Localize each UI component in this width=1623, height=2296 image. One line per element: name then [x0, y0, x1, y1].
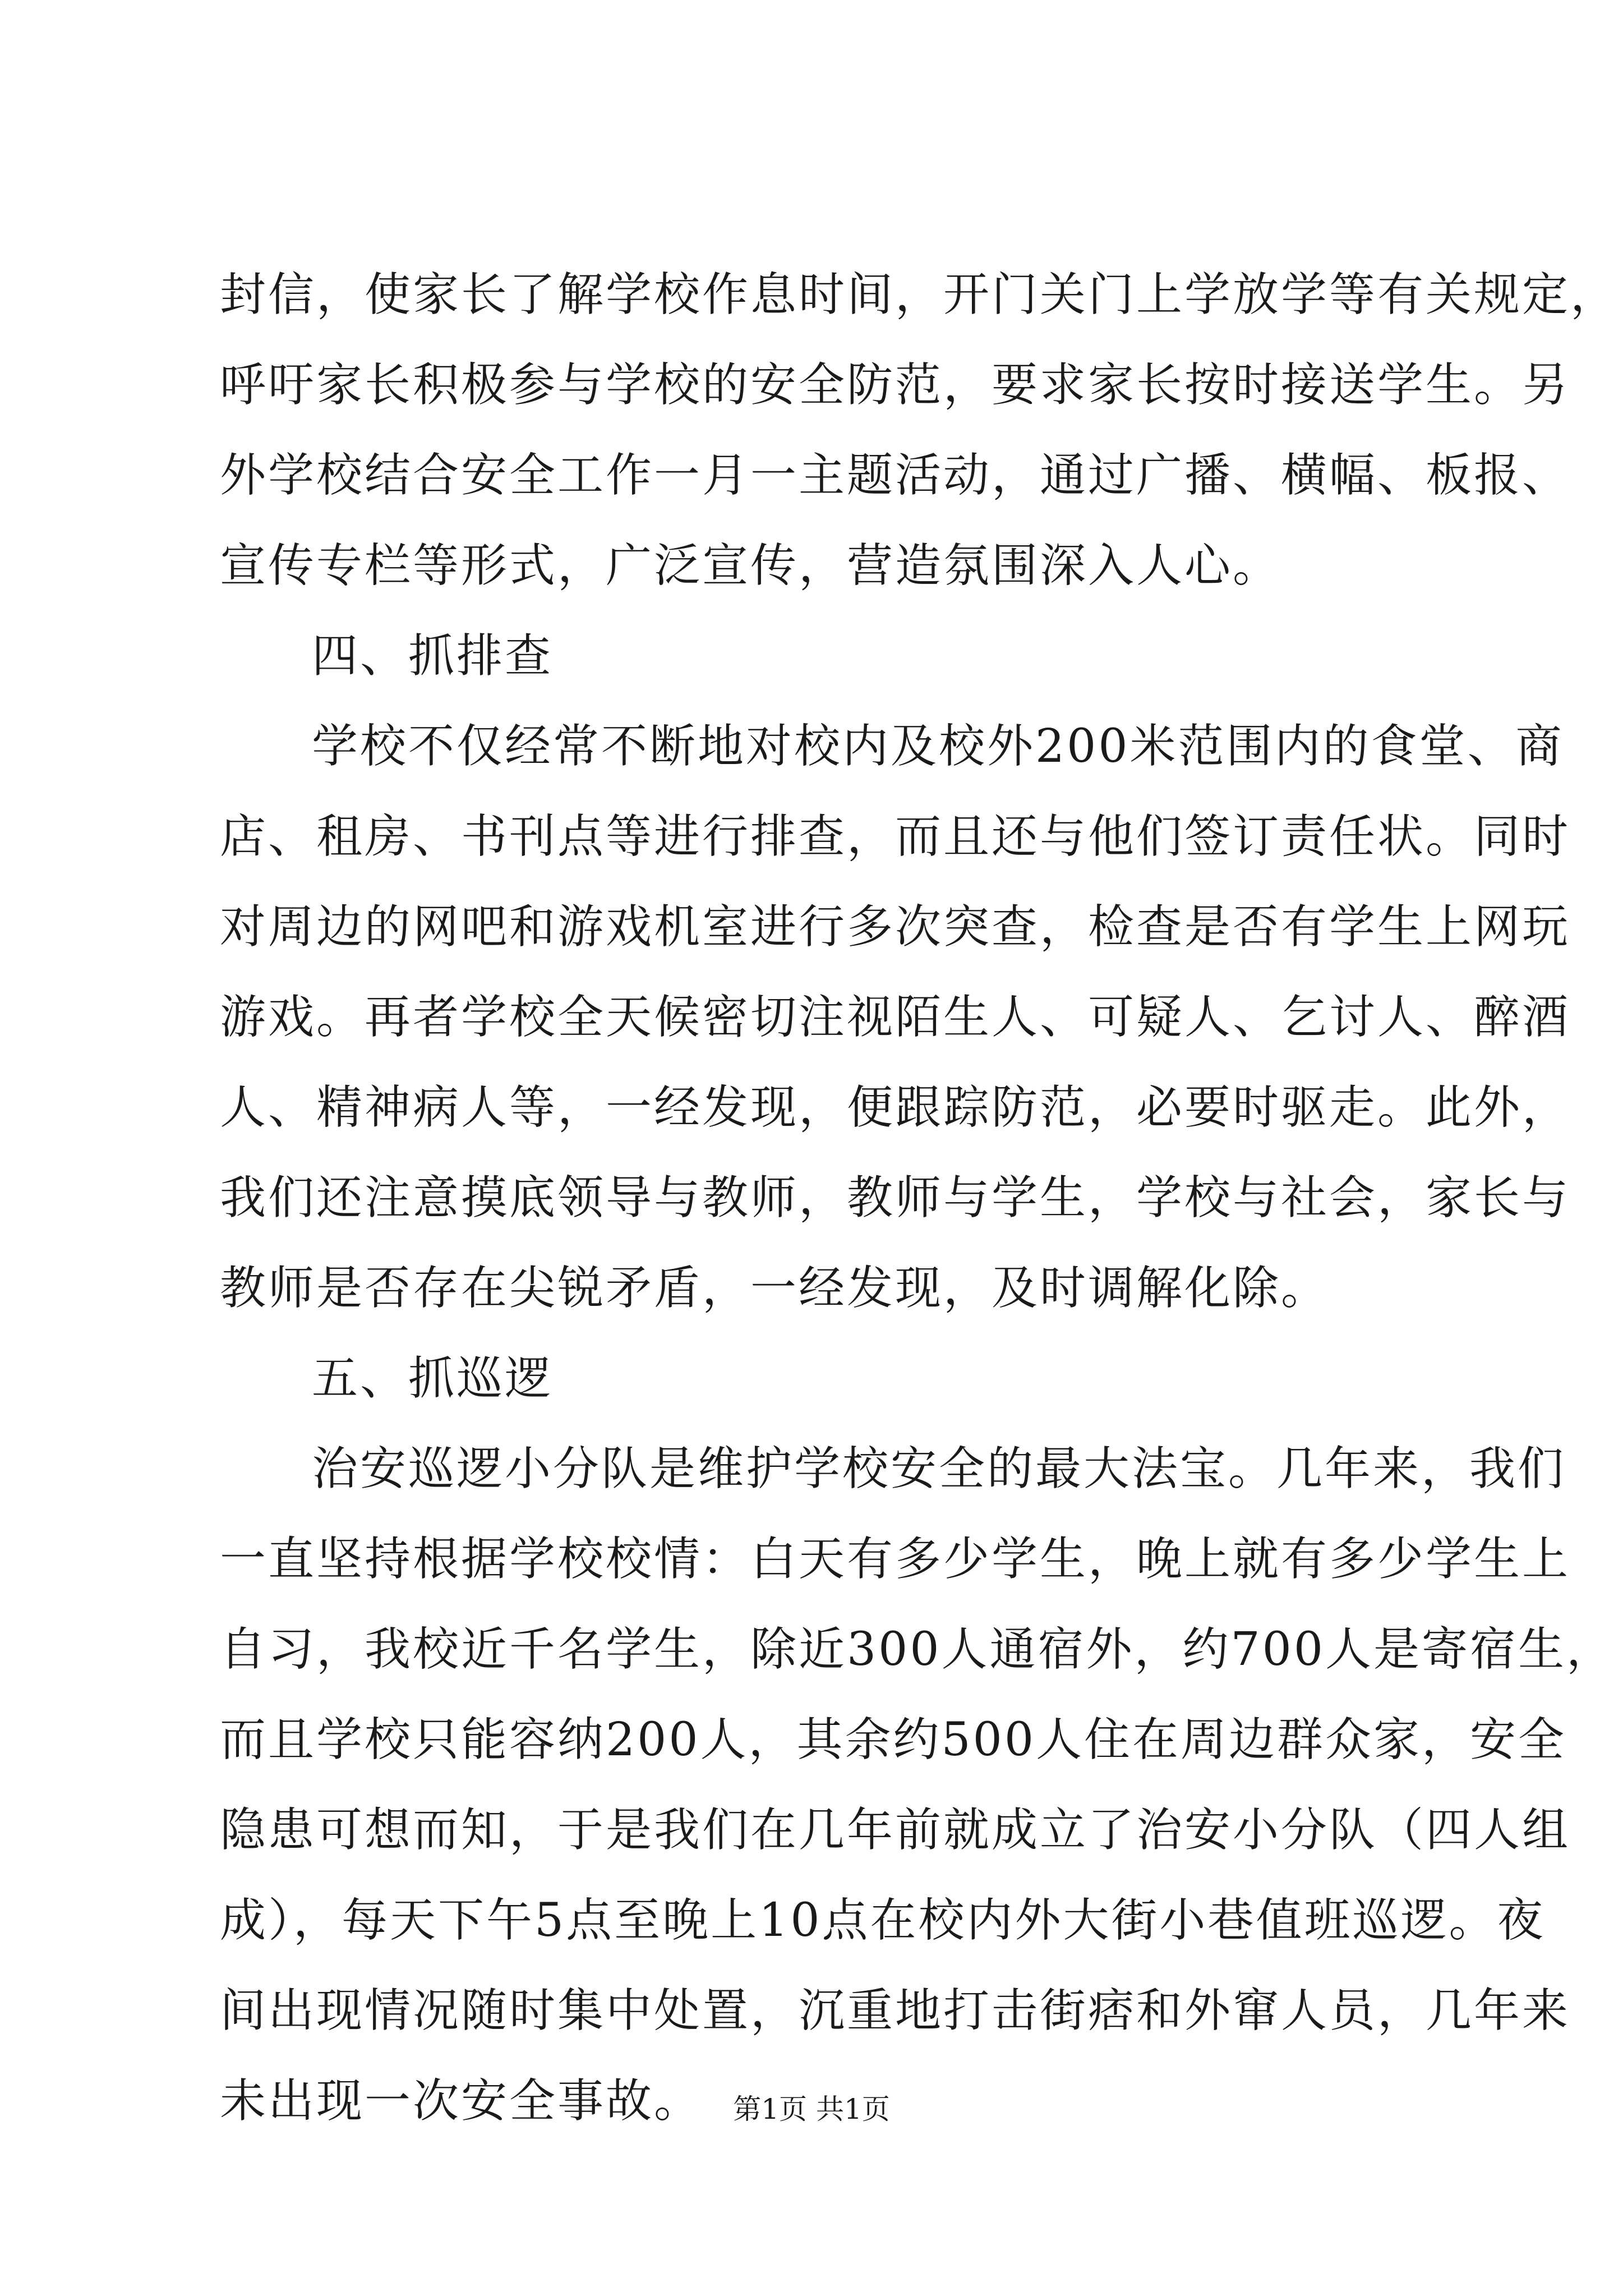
section-heading: 五、抓巡逻 [312, 1352, 554, 1405]
body-line: 宣传专栏等形式，广泛宣传，营造氛围深入人心。 [220, 539, 1281, 592]
body-line: 自习，我校近千名学生，除近300人通宿外，约700人是寄宿生， [220, 1623, 1615, 1676]
document-body [220, 250, 1619, 2146]
body-line: 一直坚持根据学校校情：白天有多少学生，晚上就有多少学生上 [220, 1533, 1571, 1586]
body-line: 对周边的网吧和游戏机室进行多次突查，检查是否有学生上网玩 [220, 900, 1571, 954]
section-heading: 四、抓排查 [312, 629, 554, 683]
body-line: 我们还注意摸底领导与教师，教师与学生，学校与社会，家长与 [220, 1171, 1571, 1225]
body-line: 教师是否存在尖锐矛盾，一经发现，及时调解化除。 [220, 1262, 1330, 1315]
page-footer [0, 2090, 1623, 2129]
body-line: 间出现情况随时集中处置，沉重地打击街痞和外窜人员，几年来 [220, 1984, 1571, 2037]
body-line: 学校不仅经常不断地对校内及校外200米范围内的食堂、商 [312, 720, 1564, 773]
body-line: 成），每天下午5点至晚上10点在校内外大街小巷值班巡逻。夜 [220, 1894, 1546, 1947]
body-line: 呼吁家长积极参与学校的安全防范，要求家长按时接送学生。另 [220, 358, 1571, 412]
page-number-label: 第1页 共1页 [733, 2093, 890, 2125]
body-line: 而且学校只能容纳200人，其余约500人住在周边群众家，安全 [220, 1713, 1567, 1766]
body-line: 人、精神病人等，一经发现，便跟踪防范，必要时驱走。此外， [220, 1081, 1571, 1134]
body-line: 隐患可想而知，于是我们在几年前就成立了治安小分队（四人组 [220, 1803, 1571, 1857]
body-line: 未出现一次安全事故。 [220, 2074, 703, 2128]
body-line: 店、租房、书刊点等进行排查，而且还与他们签订责任状。同时 [220, 810, 1571, 863]
body-line: 外学校结合安全工作一月一主题活动，通过广播、横幅、板报、 [220, 449, 1571, 502]
body-line: 游戏。再者学校全天候密切注视陌生人、可疑人、乞讨人、醉酒 [220, 991, 1571, 1044]
body-line: 治安巡逻小分队是维护学校安全的最大法宝。几年来，我们 [312, 1442, 1566, 1496]
body-line: 封信，使家长了解学校作息时间，开门关门上学放学等有关规定， [220, 268, 1619, 321]
